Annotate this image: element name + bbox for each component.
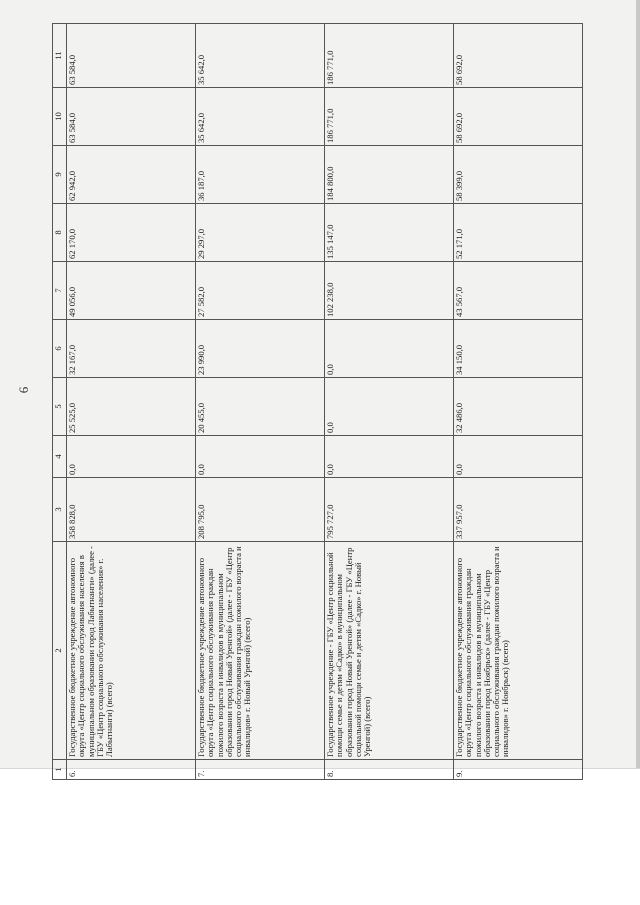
- value-cell: 29 297,0: [196, 204, 325, 262]
- value-cell: 32 486,0: [454, 378, 583, 436]
- column-number: 9: [53, 146, 67, 204]
- column-number: 6: [53, 320, 67, 378]
- value-cell: 25 525,0: [67, 378, 196, 436]
- column-number: 7: [53, 262, 67, 320]
- value-cell: 58 399,0: [454, 146, 583, 204]
- value-cell: 102 238,0: [325, 262, 454, 320]
- column-number-row: [53, 24, 67, 780]
- column-number: 5: [53, 378, 67, 436]
- column-number: 4: [53, 436, 67, 478]
- value-cell: 337 957,0: [454, 478, 583, 542]
- row-number: 6.: [67, 760, 196, 780]
- value-cell: 36 187,0: [196, 146, 325, 204]
- value-cell: 0,0: [196, 436, 325, 478]
- row-number: 7.: [196, 760, 325, 780]
- value-cell: 49 056,0: [67, 262, 196, 320]
- value-cell: 58 692,0: [454, 24, 583, 88]
- value-cell: 52 171,0: [454, 204, 583, 262]
- table-row: [454, 24, 583, 780]
- row-number: 9.: [454, 760, 583, 780]
- column-number: 3: [53, 478, 67, 542]
- value-cell: 62 942,0: [67, 146, 196, 204]
- column-number: 8: [53, 204, 67, 262]
- column-number: 11: [53, 24, 67, 88]
- column-number: 2: [53, 542, 67, 760]
- value-cell: 63 584,0: [67, 24, 196, 88]
- budget-table: [52, 23, 583, 780]
- value-cell: 62 170,0: [67, 204, 196, 262]
- value-cell: 358 828,0: [67, 478, 196, 542]
- value-cell: 795 727,0: [325, 478, 454, 542]
- institution-name: Государственное бюджетное учреждение автономного округа «Центр социального обслуживания граждан пожилого возраста и инвалидов в муниципальном образовании город Новый Уренгой» (далее - ГБУ «Центр социального обслуживания граждан пожилого возраста и инвалидов» г. Новый Уренгой) (всего): [196, 542, 325, 760]
- value-cell: 0,0: [67, 436, 196, 478]
- row-number: 8.: [325, 760, 454, 780]
- value-cell: 27 582,0: [196, 262, 325, 320]
- value-cell: 43 567,0: [454, 262, 583, 320]
- institution-name: Государственное бюджетное учреждение автономного округа «Центр социального обслуживания граждан пожилого возраста и инвалидов в муниципальном образовании город Ноябрьск» (далее - ГБУ «Центр социального обслуживания граждан пожилого возраста и инвалидов» г. Ноябрьск) (всего): [454, 542, 583, 760]
- rotated-page-content: [16, 0, 612, 780]
- page-number: 6: [16, 386, 31, 394]
- table-row: [196, 24, 325, 780]
- value-cell: 63 584,0: [67, 88, 196, 146]
- column-number: 1: [53, 760, 67, 780]
- institution-name: Государственное бюджетное учреждение автономного округа «Центр социального обслуживания населения в муниципальном образовании город Лабытнанги» (далее - ГБУ «Центр социального обслуживания населения» г. Лабытнанги) (всего): [67, 542, 196, 760]
- value-cell: 135 147,0: [325, 204, 454, 262]
- value-cell: 0,0: [325, 378, 454, 436]
- value-cell: 186 771,0: [325, 88, 454, 146]
- value-cell: 35 642,0: [196, 88, 325, 146]
- value-cell: 58 692,0: [454, 88, 583, 146]
- column-number: 10: [53, 88, 67, 146]
- value-cell: 32 167,0: [67, 320, 196, 378]
- value-cell: 0,0: [325, 436, 454, 478]
- value-cell: 0,0: [325, 320, 454, 378]
- value-cell: 184 800,0: [325, 146, 454, 204]
- value-cell: 35 642,0: [196, 24, 325, 88]
- table-row: [325, 24, 454, 780]
- institution-name: Государственное учреждение - ГБУ «Центр социальной помощи семье и детям «Садко» в муниципальном образовании город Новый Уренгой» (далее - ГБУ «Центр социальной помощи семье и детям «Садко» г. Новый Уренгой) (всего): [325, 542, 454, 760]
- value-cell: 208 795,0: [196, 478, 325, 542]
- value-cell: 23 990,0: [196, 320, 325, 378]
- value-cell: 34 150,0: [454, 320, 583, 378]
- value-cell: 186 771,0: [325, 24, 454, 88]
- value-cell: 0,0: [454, 436, 583, 478]
- value-cell: 20 455,0: [196, 378, 325, 436]
- table-row: [67, 24, 196, 780]
